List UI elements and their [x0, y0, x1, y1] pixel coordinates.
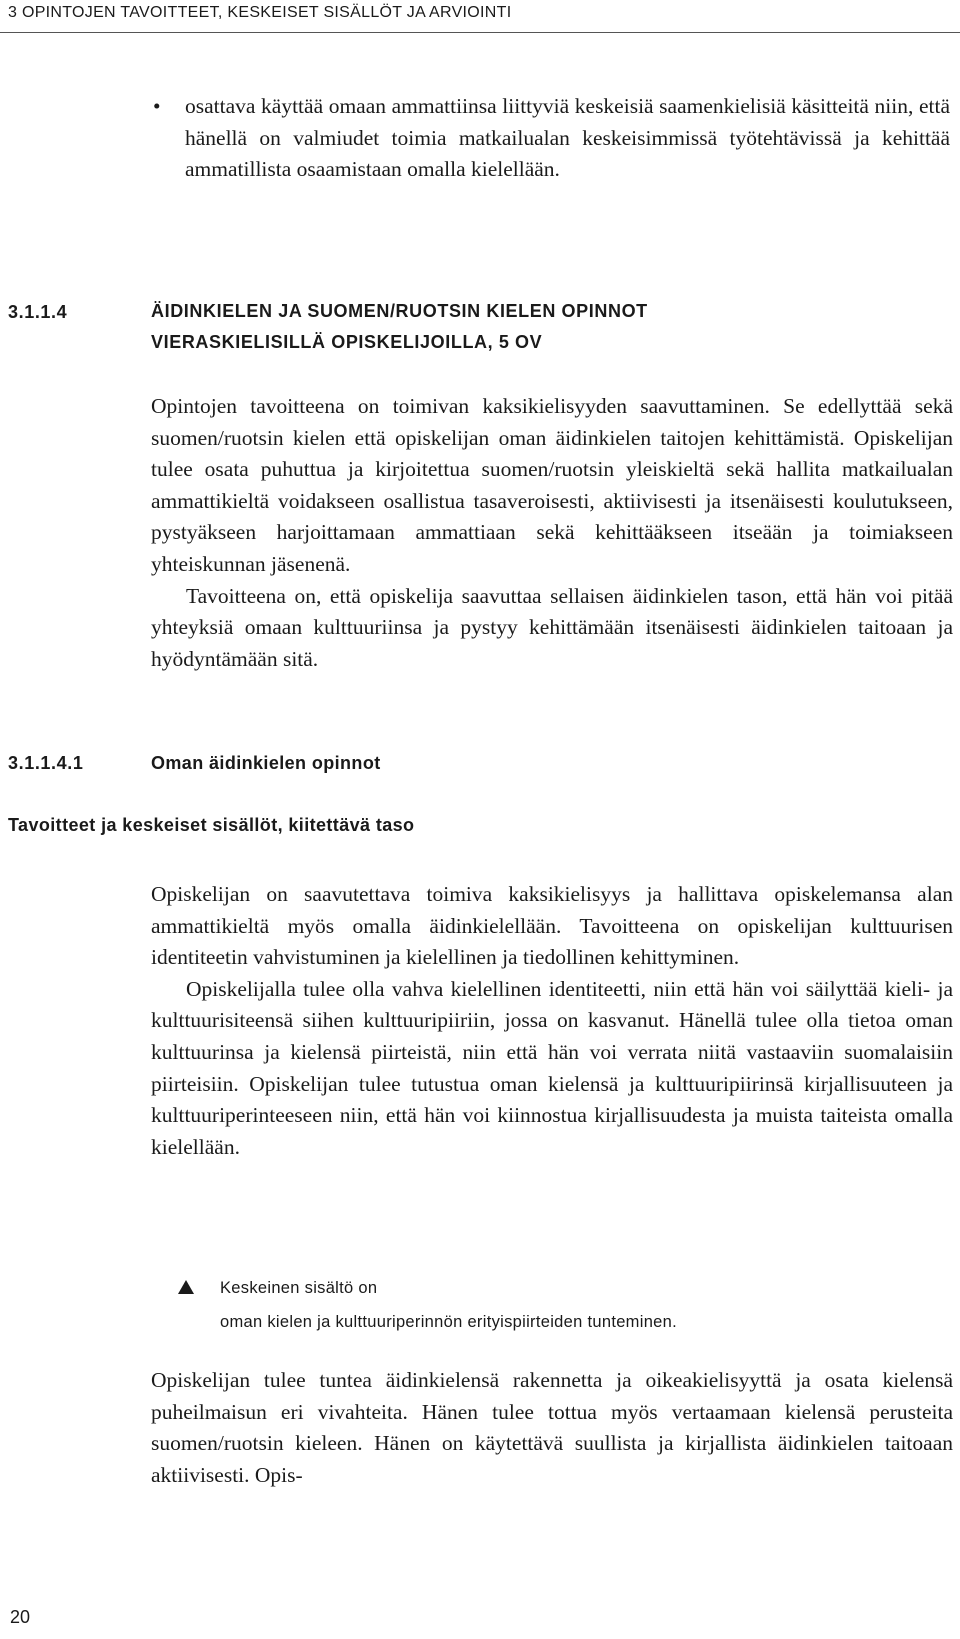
- goals-heading: Tavoitteet ja keskeiset sisällöt, kiitettävä taso: [8, 815, 415, 835]
- section-number: 3.1.1.4: [8, 302, 68, 322]
- header-rule: [0, 32, 960, 33]
- goals-paragraph-1: Opiskelijan on saavutettava toimiva kaksikielisyys ja hallittava opiskelemansa alan ammattikieltä myös omalla äidinkielellään. Tavoitteena on opiskelijan kulttuurisen identiteetin vahvistuminen ja kielellinen ja tiedollinen kehittyminen.: [151, 882, 953, 970]
- page-number: 20: [10, 1607, 31, 1627]
- key-content-line2: oman kielen ja kulttuuriperinnön erityispiirteiden tunteminen.: [220, 1313, 678, 1331]
- goals-body: [151, 879, 953, 1163]
- section-body: [151, 391, 953, 675]
- bullet-text: osattava käyttää omaan ammattiinsa liittyviä keskeisiä saamenkielisiä käsitteitä niin, että hänellä on valmiudet toimia matkailualan keskeisimmissä työtehtävissä ja kehittää ammatillista osaamistaan omalla kielellään.: [185, 94, 950, 182]
- bullet-icon: •: [153, 94, 161, 118]
- section-paragraph-2: Tavoitteena on, että opiskelija saavuttaa sellaisen äidinkielen tason, että hän voi pitää yhteyksiä omaan kulttuuriinsa ja pystyy kehittämään itsenäisesti äidinkielen taitoaan ja hyödyntämään sitä.: [151, 583, 953, 671]
- closing-body: [151, 1365, 953, 1491]
- subsection-title: Oman äidinkielen opinnot: [151, 753, 381, 773]
- section-title: [151, 296, 648, 358]
- key-content-line1: Keskeinen sisältö on: [220, 1279, 378, 1297]
- triangle-icon: [178, 1280, 194, 1294]
- goals-paragraph-2: Opiskelijalla tulee olla vahva kielellinen identiteetti, niin että hän voi säilyttää kieli- ja kulttuurisiteensä siihen kulttuuripiiriin, jossa on kasvanut. Hänellä tulee olla tietoa oman kulttuurinsa ja kielensä piirteistä, niin että hän voi verrata niitä vastaaviin suomalaisiin piirteisiin. Opiskelijan tulee tutustua oman kielensä ja kulttuuripiirinsä kirjallisuuteen ja kulttuuriperinteeseen niin, että hän voi kiinnostua kirjallisuudesta ja muista taiteista omalla kielellään.: [151, 976, 953, 1159]
- section-title-line2: VIERASKIELISILLÄ OPISKELIJOILLA, 5 OV: [151, 332, 543, 352]
- closing-paragraph: Opiskelijan tulee tuntea äidinkielensä rakennetta ja oikeakielisyyttä ja osata kielensä puheilmaisun eri vivahteita. Hänen tulee tottua myös vertaamaan kielensä perusteita suomen/ruotsin kieleen. Hänen on käytettävä suullista ja kirjallista äidinkielen taitoaan aktiivisesti. Opis-: [151, 1368, 953, 1487]
- subsection-number: 3.1.1.4.1: [8, 753, 84, 773]
- section-title-line1: ÄIDINKIELEN JA SUOMEN/RUOTSIN KIELEN OPINNOT: [151, 301, 648, 321]
- section-paragraph-1: Opintojen tavoitteena on toimivan kaksikielisyyden saavuttaminen. Se edellyttää sekä suomen/ruotsin kielen että opiskelijan oman äidinkielen taitojen kehittämistä. Opiskelijan tulee osata puhuttua ja kirjoitettua suomen/ruotsin yleiskieltä sekä hallita matkailualan ammattikieltä voidakseen osallistua tasaveroisesti, aktiivisesti ja itsenäisesti koulutukseen, pystyäkseen harjoittamaan ammattiaan sekä kehittääkseen itseään ja toimiakseen yhteiskunnan jäsenenä.: [151, 394, 953, 576]
- running-head: 3 OPINTOJEN TAVOITTEET, KESKEISET SISÄLLÖT JA ARVIOINTI: [8, 4, 512, 21]
- key-content: [178, 1271, 677, 1339]
